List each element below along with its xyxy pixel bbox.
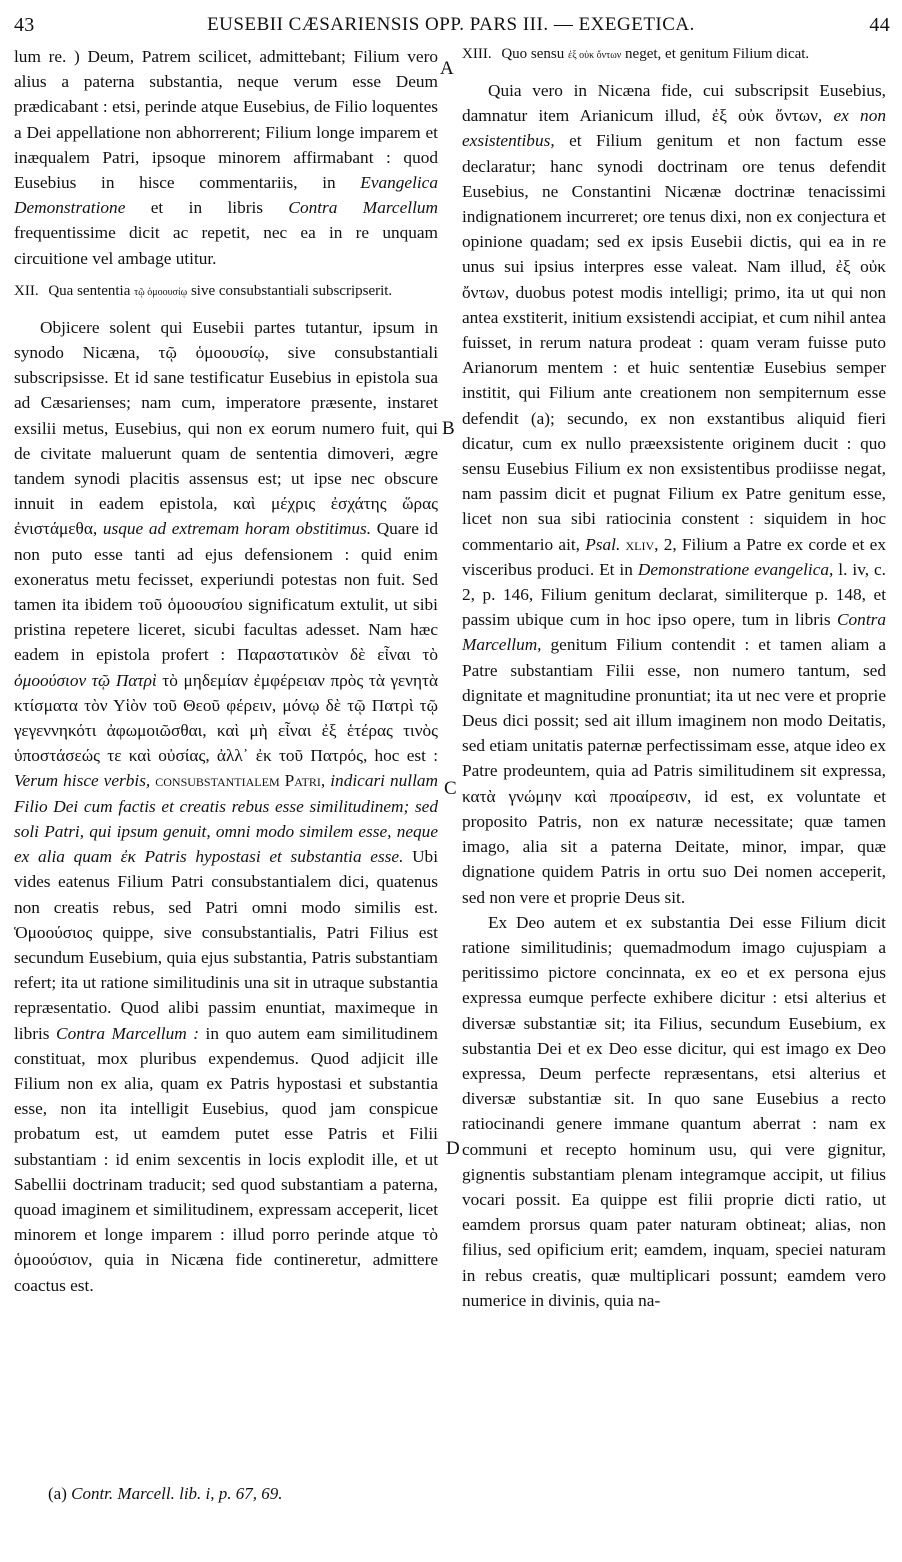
- italic-run: Demonstratione evangelica,: [637, 559, 834, 579]
- paragraph: [462, 910, 886, 1313]
- left-column: [14, 44, 438, 1298]
- text-run: et in libris: [125, 198, 289, 218]
- section-heading-greek: ἐξ οὐκ ὄντων: [568, 50, 622, 61]
- text-run: lum re. ) Deum, Patrem scilicet, admittebant; Filium vero alius a paterna substantia, neque verum esse Deum prædicabant : etsi, perinde atque Eusebius, de Filio loquentes a Dei appellatione non abhorrerent; Filium longe imparem et inæqualem Patri, ipsoque minorem affirmabant : quod Eusebius in hisce commentariis, in: [14, 47, 438, 193]
- footnote: [48, 1484, 283, 1504]
- italic-run: Verum hisce verbis,: [14, 771, 156, 791]
- italic-run: Psal.: [585, 534, 621, 554]
- paragraph: [14, 44, 438, 271]
- italic-run: usque ad extremam horam obstitimus.: [102, 519, 372, 539]
- paragraph: [14, 315, 438, 1298]
- text-run: Ex Deo autem et ex substantia Dei esse Filium dicit ratione similitudinis; quemadmodum imago cujuspiam a peritissimo pictore concinnata, ex eo et ex persona ejus expressa eumque perfecte exhibere dicitur : etsi alterius et diversæ substantiæ sit; ita Filius, secundum Eusebium, ex substantia Dei et ex Deo esse dicitur, qui est imago ex Deo expressa, Deum perfecte repræsentans, etsi alterius et diversæ substantiæ sit. In quo sane Eusebius a recto ratiocinandi genere immane quantum aberrat : nam ex communi et recepto hominum usu, qui vere gignitur, gignentis substantiam plenam integramque accipit, ut filius vocari possit. Ea quippe est filii proprie dicti ratio, ut eamdem prorsus quam pater naturam obtineat; alias, non filius, sed opificium erit; eamdem, inquam, speciei naturam in rebus creatis, quæ multiplicari possunt; eamdem vero numerice in divinis, quia na-: [462, 912, 886, 1310]
- footnote-text: Contr. Marcell. lib. i, p. 67, 69.: [71, 1484, 283, 1503]
- section-heading-xiii: [462, 46, 886, 64]
- section-heading-text: Qua sententia: [48, 282, 131, 299]
- text-run: 2, Filium a Patre ex corde et ex visceribus produci. Et in: [462, 534, 886, 579]
- section-heading-text: neget, et genitum Filium dicat.: [625, 46, 810, 62]
- text-run: et Filium genitum et non factum esse declaratur; hanc synodi doctrinam ore tenus defendit Eusebius, ne Constantini Nicænæ doctrinæ tenacissimi indignationem incurreret; ore tenus dixi, non ex conjectura et opinione quadam; sed ex ipsis Eusebii dictis, qui ea in re unus sui ipsius interpres esse valeat. Nam illud, ἐξ οὐκ ὄντων, duobus potest modis intelligi; primo, ita ut qui non antea exstiterit, initium exsistendi accipiat, et cum nihil antea fuisset, in rerum natura prodeat : quam veram fuisse puto Arianorum mentem : et huic sententiæ Eusebius semper institit, qui Filium ante creationem non sempiternum esse defendit (a); secundo, ex non exstantibus aliquid fieri dicatur, cum ex nullo præexsistente originem ducit : quo sensu Eusebius Filium ex non exsistentibus prodiisse negat, nam passim dicit et pugnat Filium ex Patre genitum esse, licet non sua sibi ratiocinia constent : siquidem in hoc commentario ait,: [462, 131, 886, 554]
- section-number: XIII.: [462, 46, 492, 62]
- right-column: [462, 44, 886, 1313]
- smallcaps-run: xliv,: [620, 534, 659, 554]
- page-number-left: 43: [14, 14, 35, 36]
- section-number: XII.: [14, 282, 39, 299]
- text-run: τὸ μηδεμίαν ἐμφέρειαν πρὸς τὰ γενητὰ κτίσματα τὸν Υἱὸν τοῦ Θεοῦ φέρειν, μόνῳ δὲ τῷ Πατρὶ τῷ γεγεννηκότι ἀφωμοιῶσθαι, καὶ μὴ εἶναι ἐξ ἑτέρας τινὸς ὑποστάσεώς τε καὶ οὐσίας, ἀλλ᾽ ἐκ τοῦ Πατρός, hoc est :: [14, 670, 439, 766]
- text-run: in quo autem eam similitudinem constituat, mox pluribus expendemus. Quod adjicit ille Filium non ex alia, quam ex Patris hypostasi et substantia esse, non ita intelligit Eusebius, quod jam conspicue probatum est, ut eamdem putet esse Patris et Filii substantiam : id enim sexcentis in locis explodit ille, et ut Sabellii doctrinam traducit; sed quod substantiam a paterna, quoad imaginem et similitudinem, expressam acceperit, licet minorem et longe imparem : illud porro perinde atque τὸ ὁμοούσιον, quia in Nicæna fide contineretur, admittere coactus est.: [14, 1023, 438, 1295]
- text-run: frequentissime dicit ac repetit, nec ea in re unquam circuitione vel ambage utitur.: [14, 223, 438, 268]
- italic-run: Contra Marcellum: [288, 198, 438, 218]
- section-heading-text: sive consubstantiali subscripserit.: [190, 282, 393, 299]
- margin-marker-a: A: [440, 58, 454, 79]
- footnote-mark: (a): [48, 1484, 67, 1503]
- text-run: Quare id non puto esse tanti ad ejus defensionem : quid enim exoneratus metu fecisset, experiundi potestas non fuit. Sed tamen ita ibidem τοῦ ὁμοουσίου significatum extulit, ut sibi pristina repetere liceret, sicubi facultas adesset. Nam hæc eadem in epistola profert : Παραστατικὸν δὲ εἶναι τὸ: [14, 519, 438, 665]
- section-heading-text: Quo sensu: [501, 46, 565, 62]
- margin-marker-b: B: [442, 418, 455, 439]
- margin-marker-d: D: [446, 1138, 460, 1159]
- running-head: EUSEBII CÆSARIENSIS OPP. PARS III. — EXEGETICA.: [207, 14, 695, 35]
- text-run: genitum Filium contendit : et tamen aliam a Patre substantiam Filii esse, non numero tantum, sed dignitate et magnitudine pronuntiat; ita ut nec vere et proprie Deus dici possit; sed ait illum imaginem non modo Deitatis, sed etiam unitatis paternæ perfectissimam esse, atque ideo ex Patre prodeuntem, quia ad Patris similitudinem sit expressa, κατὰ γνώμην καὶ προαίρεσιν, id est, ex voluntate et proposito Patris, non ex naturæ necessitate; quæ tamen imago, alia sit a paterna Deitate, minor, impar, quæ dignatione quidem Patris in ortu suo Dei nomen acceperit, sed non vere et proprie Deus sit.: [462, 635, 886, 907]
- text-run: l. iv, c. 2, p. 146, Filium genitum declarat, similiterque p. 148, et passim ubique cum in hoc ipso opere, tum in libris: [462, 559, 886, 630]
- italic-run: ex non exsistentibus,: [462, 106, 886, 151]
- text-run: Ubi vides eatenus Filium Patri consubstantialem dici, quatenus non creatis rebus, sed Patri omni modo similis est. Ὁμοούσιος quippe, sive consubstantialis, Patri Filius est secundum Eusebium, quia ejus substantia, Patris substantiam refert; ita ut ratione similitudinis una sit in utraque substantia repræsentatio. Quod alibi passim enuntiat, maximeque in libris: [14, 847, 438, 1043]
- italic-run: indicari nullam Filio Dei cum factis et creatis rebus esse similitudinem; sed soli Patri, qui ipsum genuit, omni modo similem esse, neque ex alia quam ἐκ Patris hypostasi et substantia esse.: [14, 771, 438, 867]
- italic-run: Contra Marcellum,: [462, 610, 886, 655]
- margin-marker-c: C: [444, 778, 457, 799]
- italic-run: Evangelica Demonstratione: [14, 173, 438, 218]
- italic-run: Contra Marcellum :: [56, 1023, 199, 1043]
- section-heading-greek: τῷ ὁμοουσίῳ: [134, 286, 188, 298]
- paragraph: [462, 78, 886, 910]
- text-run: Quia vero in Nicæna fide, cui subscripsit Eusebius, damnatur item Arianicum illud, ἐξ οὐκ ὄντων,: [462, 81, 886, 126]
- smallcaps-run: consubstantialem Patri,: [155, 771, 326, 791]
- section-heading-xii: [14, 283, 438, 301]
- italic-run: ὁμοούσιον τῷ Πατρὶ: [14, 670, 157, 690]
- text-run: Objicere solent qui Eusebii partes tutantur, ipsum in synodo Nicæna, τῷ ὁμοουσίῳ, sive consubstantiali subscripsisse. Et id sane testificatur Eusebius in epistola sua ad Cæsarienses; nam cum, imperatore præsente, instaret exsilii metus, Eusebius, qui non ex eorum numero fuit, qui de civitate maluerunt quam de sententia dimoveri, ægre tandem synodi placitis assensus est; ut ipse nec obscure innuit in eadem epistola, καὶ μέχρις ἐσχάτης ὥρας ἐνιστάμεθα,: [14, 317, 438, 539]
- page-number-right: 44: [869, 14, 890, 36]
